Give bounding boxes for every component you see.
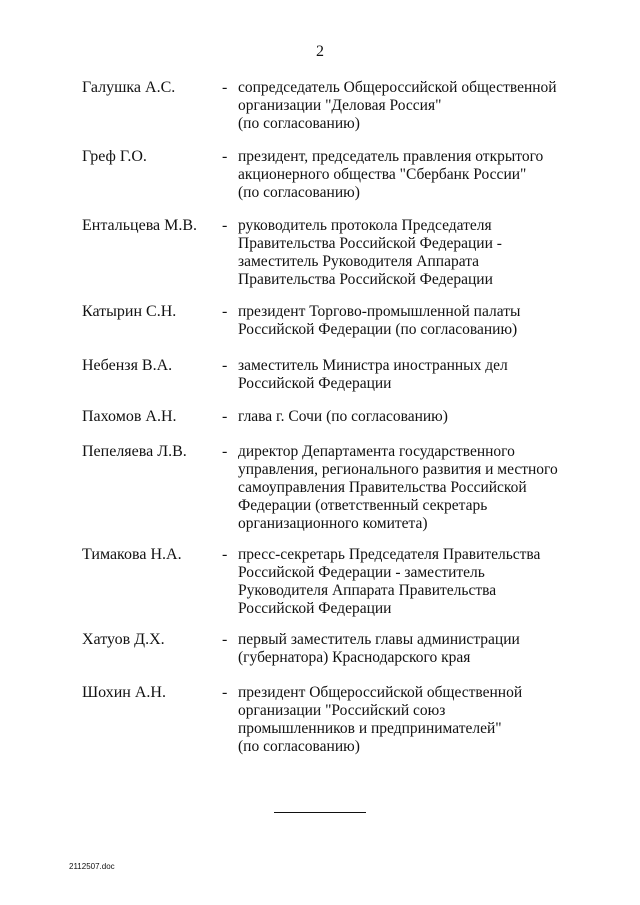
position-line: организационного комитета)	[238, 515, 428, 532]
position-line: организации "Российский союз	[238, 702, 446, 719]
member-position	[238, 443, 578, 533]
position-line: (по согласованию)	[238, 738, 360, 755]
entry-dash: -	[222, 631, 228, 648]
position-line: президент Общероссийской общественной	[238, 684, 523, 701]
position-line: (по согласованию)	[238, 184, 360, 201]
position-line: самоуправления Правительства Российской	[238, 479, 527, 496]
position-line: пресс-секретарь Председателя Правительства	[238, 546, 541, 563]
member-name: Хатуов Д.Х.	[82, 631, 165, 648]
position-line: Федерации (ответственный секретарь	[238, 497, 488, 514]
position-line: Российской Федерации - заместитель	[238, 564, 485, 581]
member-position	[238, 148, 578, 202]
entry-dash: -	[222, 148, 228, 165]
member-name: Тимакова Н.А.	[82, 546, 182, 563]
member-position	[238, 546, 578, 618]
position-line: президент, председатель правления открытого	[238, 148, 544, 165]
page-number: 2	[316, 43, 324, 60]
position-line: Правительства Российской Федерации	[238, 271, 493, 288]
position-line: управления, регионального развития и местного	[238, 461, 558, 478]
member-position	[238, 684, 578, 756]
position-line: организации "Деловая Россия"	[238, 97, 442, 114]
member-position	[238, 79, 578, 133]
member-name: Пепеляева Л.В.	[82, 443, 187, 460]
entry-dash: -	[222, 217, 228, 234]
position-line: Российской Федерации	[238, 600, 392, 617]
member-position	[238, 303, 578, 339]
member-position	[238, 357, 578, 393]
entry-dash: -	[222, 546, 228, 563]
footer-filename: 2112507.doc	[69, 862, 115, 871]
position-line: промышленников и предпринимателей"	[238, 720, 502, 737]
member-name: Пахомов А.Н.	[82, 408, 177, 425]
member-name: Галушка А.С.	[82, 79, 176, 96]
position-line: Российской Федерации	[238, 375, 392, 392]
position-line: заместитель Министра иностранных дел	[238, 357, 508, 374]
entry-dash: -	[222, 408, 228, 425]
position-line: руководитель протокола Председателя	[238, 217, 492, 234]
position-line: Правительства Российской Федерации -	[238, 235, 502, 252]
entry-dash: -	[222, 303, 228, 320]
position-line: первый заместитель главы администрации	[238, 631, 520, 648]
member-position	[238, 217, 578, 289]
member-name: Небензя В.А.	[82, 357, 173, 374]
entry-dash: -	[222, 357, 228, 374]
position-line: акционерного общества "Сбербанк России"	[238, 166, 527, 183]
position-line: (по согласованию)	[238, 115, 360, 132]
position-line: сопредседатель Общероссийской общественной	[238, 79, 557, 96]
position-line: президент Торгово-промышленной палаты	[238, 303, 521, 320]
position-line: глава г. Сочи (по согласованию)	[238, 408, 448, 425]
member-position	[238, 408, 578, 426]
member-name: Ентальцева М.В.	[82, 217, 198, 234]
closing-rule	[274, 812, 366, 813]
member-name: Катырин С.Н.	[82, 303, 177, 320]
position-line: Руководителя Аппарата Правительства	[238, 582, 497, 599]
entry-dash: -	[222, 79, 228, 96]
member-name: Греф Г.О.	[82, 148, 147, 165]
position-line: Российской Федерации (по согласованию)	[238, 321, 518, 338]
member-position	[238, 631, 578, 667]
entry-dash: -	[222, 443, 228, 460]
entry-dash: -	[222, 684, 228, 701]
position-line: директор Департамента государственного	[238, 443, 515, 460]
member-name: Шохин А.Н.	[82, 684, 166, 701]
position-line: (губернатора) Краснодарского края	[238, 649, 471, 666]
position-line: заместитель Руководителя Аппарата	[238, 253, 480, 270]
